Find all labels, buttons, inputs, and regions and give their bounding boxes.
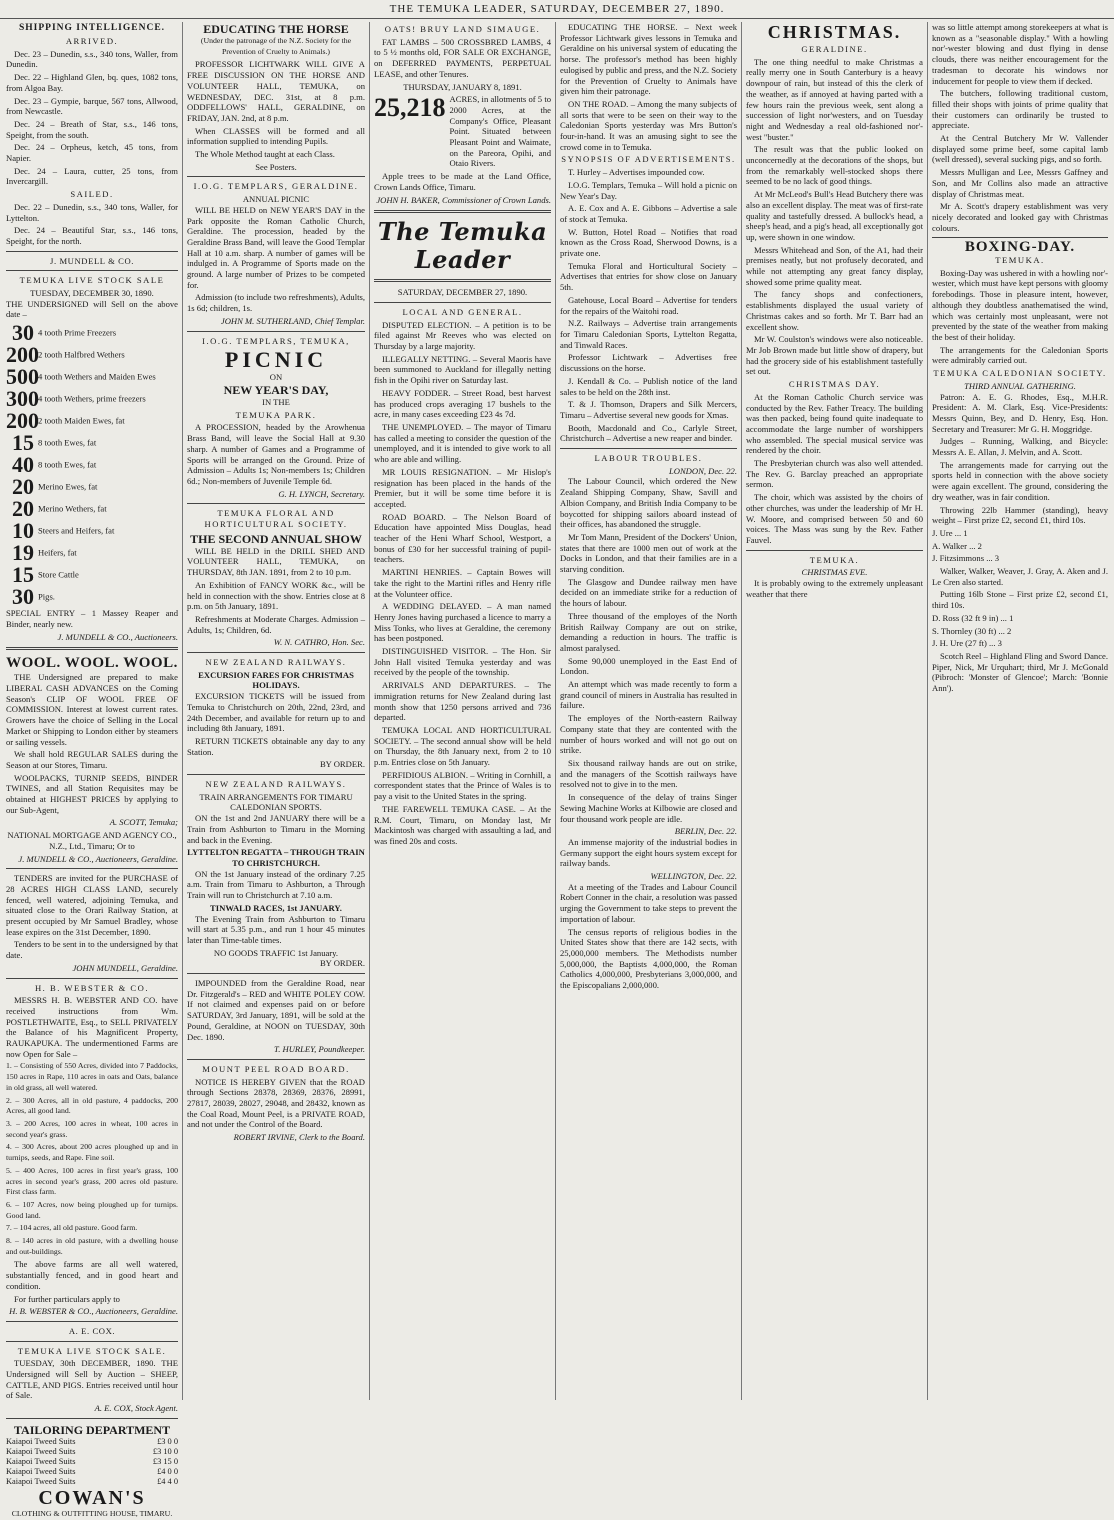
- local-heading: LOCAL AND GENERAL.: [402, 306, 523, 317]
- woolpacks-signature: A. SCOTT, Temuka;: [109, 817, 178, 828]
- oats-signature: JOHN H. BAKER, Commissioner of Crown Lands.: [376, 194, 551, 205]
- synopsis-para: W. Button, Hotel Road – Notifies that road known as the Cross Road, Sherwood Downs, is a private one.: [560, 226, 737, 259]
- stock-item: 20 Merino Wethers, fat: [12, 496, 107, 522]
- second-show-text-3: Refreshments at Moderate Charges. Admission – Adults, 1s; Children, 6d.: [187, 613, 365, 635]
- shipping-line: Dec. 22 – Highland Glen, bq. ques, 1082 tons, from Algoa Bay.: [6, 72, 178, 93]
- stock-list: [6, 322, 178, 608]
- webster-lot: 3. – 200 Acres, 100 acres in wheat, 100 acres in second year's grass.: [6, 1119, 178, 1139]
- impounded-text: IMPOUNDED from the Geraldine Road, near Dr. Fitzgerald's – RED and WHITE POLEY COW. If not claimed and expenses paid on or before SATURDAY, 3rd January, 1891, will be sold at the Pound, Geraldine, at NOON on TUESDAY, 30th Dec. 1890.: [187, 978, 365, 1042]
- picnic-place: TEMUKA PARK.: [235, 409, 317, 420]
- horse-continued: EDUCATING THE HORSE. – Next week Professor Lichtwark gives lessons in Temuka and Geraldine on his universal system of educating the horse. The professor's method has been highly eulogised by public and press, and the N.Z. Society for the Prevention of Cruelty to Animals have given him their patronage.: [560, 22, 737, 97]
- horse-heading: EDUCATING THE HORSE: [203, 22, 349, 36]
- tinwald-heading: TINWALD RACES, 1st JANUARY.: [210, 902, 342, 913]
- wool-text-2: We shall hold REGULAR SALES during the Season at our Stores, Timaru.: [6, 749, 178, 770]
- tenders-signature: JOHN MUNDELL, Geraldine.: [72, 962, 178, 973]
- result-line: D. Ross (32 ft 9 in) ... 1: [932, 612, 1014, 623]
- local-para: THE UNEMPLOYED. – The mayor of Timaru has called a meeting to consider the question of the unemployed, and it is intended to give work to all who are able and willing.: [374, 421, 551, 465]
- local-para: DISPUTED ELECTION. – A petition is to be filed against Mr Reeves who was elected on Thursday by a large majority.: [374, 319, 551, 352]
- christmas-para: Mr W. Coulston's windows were also noticeable. Mr Job Brown made but little show of drapery, but had the grocery side of his establishment tastefully set out.: [746, 334, 923, 377]
- picnic-in: IN THE: [262, 396, 290, 407]
- stock-item: 30 4 tooth Prime Freezers: [12, 320, 117, 346]
- oats-text-2: THURSDAY, JANUARY 8, 1891.: [403, 81, 522, 92]
- nzr-heading: NEW ZEALAND RAILWAYS.: [205, 657, 347, 668]
- stock-item: 40 8 tooth Ewes, fat: [12, 452, 97, 478]
- christmas-para: The fancy shops and confectioners, establishments displayed the usual variety of Christmas cakes and so forth. Mr T. Barr had an excellent show.: [746, 289, 923, 332]
- oats-heading: OATS! BRUY LAND SIMAUGE.: [384, 24, 541, 34]
- sailed-line: Dec. 24 – Beautiful Star, s.s., 146 tons, Speight, for the north.: [6, 225, 178, 246]
- result-line: J. H. Ure (27 ft) ... 3: [932, 638, 1002, 649]
- labour-para: The employes of the North-eastern Railway Company state that they are contented with the number of hours worked and will not go out on strike.: [560, 713, 737, 756]
- shipping-heading: SHIPPING INTELLIGENCE.: [18, 23, 166, 33]
- synopsis-para: Gatehouse, Local Board – Advertise for tenders for the repairs of the Waitohi road.: [560, 294, 737, 316]
- stock-item: 5004 tooth Wethers and Maiden Ewes: [6, 364, 156, 390]
- second-show-text: WILL BE HELD in the DRILL SHED AND VOLUNTEER HALL, TEMUKA, on THURSDAY, 8th JAN. 1891, from 2 to 10 p.m.: [187, 545, 365, 578]
- result-line: S. Thornley (30 ft) ... 2: [932, 625, 1012, 636]
- train-text: TRAIN ARRANGEMENTS FOR TIMARU CALEDONIAN SPORTS.: [199, 791, 353, 813]
- horse-text: PROFESSOR LICHTWARK WILL GIVE A FREE DISCUSSION ON THE HORSE AND VOLUNTEER HALL, TEMUKA, on WEDNESDAY, DEC. 31st, at 8 p.m. ODDFELLOWS' HALL, GERALDINE, on FRIDAY, JAN. 2nd, at 8 p.m.: [187, 59, 365, 123]
- acres-block: [374, 94, 551, 169]
- picnic-word: PICNIC: [224, 347, 328, 373]
- second-show-text-2: An Exhibition of FANCY WORK &c., will be held in connection with the show. Entries close at 8 p.m. on 5th January, 1891.: [187, 579, 365, 612]
- picnic-text: A PROCESSION, headed by the Arowhenua Brass Band, will leave the Social Hall at 9.30 sharp. A number of Games and a Programme of Sports will be arranged on the Ground. Prize of Admission – Adults 1s; Non-members 1s; Children 6d.; Non-members of Juvenile Temple 6d.: [187, 422, 365, 486]
- cox-text: TUESDAY, 30th DECEMBER, 1890. THE Undersigned will Sell by Auction – SHEEP, CATTLE, AND PIGS. Entries received until hour of Sale.: [6, 1358, 178, 1401]
- col6-para: Mr A. Scott's drapery establishment was very nicely decorated and looked gay with Christmas colours.: [932, 201, 1108, 233]
- webster-signature: H. B. WEBSTER & CO., Auctioneers, Geraldine.: [9, 1306, 178, 1317]
- labour-para: In consequence of the delay of trains Singer Sewing Machine Works at Kilbowie are closed and four thousand work people are idle.: [560, 792, 737, 824]
- col6-para: At the Central Butchery Mr W. Vallender displayed some prime beef, some capital lamb (well dressed), several sucking pigs, and so forth.: [932, 133, 1108, 165]
- lyttelton-heading: LYTTELTON REGATTA – THROUGH TRAIN TO CHRISTCHURCH.: [187, 847, 365, 868]
- iogt-text: WILL BE HELD on NEW YEAR'S DAY in the Park opposite the Roman Catholic Church, Geraldine. The procession, headed by the Geraldine Brass Band, will leave the Good Templar Hall at 10 a.m. sharp. A number of games will be indulged in. A Programme of Sports made on the ground. A large number of Prizes to be competed for.: [187, 204, 365, 290]
- labour-para: Three thousand of the employes of the North British Railway Company are out on strike, demanding a reduction in hours. The traffic is almost paralysed.: [560, 610, 737, 653]
- christmas-para: At Mr McLeod's Bull's Head Butchery there was also an excellent display. The meat was of first-rate quality and tastefully dressed. A bullock's head, a sheep's head, and a pig's head, all exceptionally got up, were shown in one window.: [746, 189, 923, 242]
- mtpeel-heading: MOUNT PEEL ROAD BOARD.: [202, 1063, 350, 1074]
- stock-item: 3004 tooth Wethers, prime freezers: [6, 386, 146, 412]
- wellington-text: At a meeting of the Trades and Labour Council Robert Conner in the chair, a resolution was passed urging the Government to take steps to prevent the importation of labour.: [560, 881, 737, 924]
- stock-item: 2002 tooth Halfbred Wethers: [6, 342, 125, 368]
- col6-text: was so little attempt among storekeepers at what is known as a "seasonable display." With a howling nor'-wester blowing and dust flying in dense clouds, there was neither encouragement for the tradesman to decorate his windows nor inducement for people to view them if decked.: [932, 22, 1108, 86]
- second-show-heading: THE SECOND ANNUAL SHOW: [190, 531, 362, 546]
- acres-text: ACRES, in allotments of 5 to 2000 Acres, at the Company's Office, Pleasant Point. Situated between Pleasant Point and Waimate, on the Pareora, Opihi, and Otaio Rivers.: [449, 94, 551, 169]
- boxing-place: TEMUKA.: [995, 255, 1045, 266]
- synopsis-para: T. Hurley – Advertises impounded cow.: [568, 167, 705, 178]
- column-6: [927, 22, 1112, 1400]
- labour-para: Mr Tom Mann, President of the Dockers' Union, states that there are 1000 men out of work at the Docks in London, and that their families are in a starving condition.: [560, 531, 737, 575]
- webster-text-3: For further particulars apply to: [14, 1293, 120, 1304]
- stock-sale-heading: TEMUKA LIVE STOCK SALE: [19, 275, 165, 286]
- column-4: [555, 22, 741, 1400]
- stock-sale-date: TUESDAY, DECEMBER 30, 1890.: [30, 288, 154, 299]
- stock-item: 15 8 tooth Ewes, fat: [12, 430, 97, 456]
- synopsis-para: N.Z. Railways – Advertise train arrangements for Timaru Caledonian Sports, Lyttelton Regatta, and Tinwald Races.: [560, 318, 737, 350]
- acres-number: 25,218: [374, 93, 446, 123]
- oats-text-3: Apple trees to be made at the Land Office, Crown Lands Office, Timaru.: [374, 171, 551, 192]
- shipping-line: Dec. 23 – Dunedin, s.s., 340 tons, Waller, from Dunedin.: [6, 48, 178, 70]
- col6-para: Messrs Mulligan and Lee, Messrs Gaffney and Son, and Mr Collins also made an attractive display of Christmas meat.: [932, 167, 1108, 199]
- tailoring-item: Kaiapoi Tweed Suits £3 0 0: [6, 1436, 178, 1446]
- caledonian-text-3: The arrangements made for carrying out the sports held in connection with the above society were again excellent. The ground, considering the dry weather, was in fair condition.: [932, 459, 1108, 502]
- local-para: HEAVY FODDER. – Street Road, best harvest has produced crops averaging 17 bushels to the acre, in many cases exceeding £23 4s 7d.: [374, 387, 551, 420]
- tenders-text: TENDERS are invited for the PURCHASE of 28 ACRES HIGH CLASS LAND, securely fenced, well watered, adjoining Temuka, and situated close to the Orari Railway Station, at present occupied by Mr Samuel Bradley, whose lease expires on the 31st December, 1890.: [6, 873, 178, 937]
- local-para: ARRIVALS AND DEPARTURES. – The immigration returns for New Zealand during last month show that 1250 persons arrived and 736 departed.: [374, 680, 551, 723]
- boxing-heading: BOXING-DAY.: [964, 239, 1076, 256]
- cowan-sub: CLOTHING & OUTFITTING HOUSE, TIMARU.: [11, 1508, 173, 1518]
- synopsis-para: Booth, Macdonald and Co., Carlyle Street, Christchurch – Advertise a new reaper and binder.: [560, 422, 737, 444]
- labour-heading: LABOUR TROUBLES.: [594, 453, 703, 464]
- labour-para: The Glasgow and Dundee railway men have decided on an immediate strike for a reduction of the hours of labour.: [560, 576, 737, 609]
- iogt-signature: JOHN M. SUTHERLAND, Chief Templar.: [220, 315, 365, 326]
- local-para: A WEDDING DELAYED. – A man named Henry Jones having purchased a licence to marry a Miss Tonks, who lives at Geraldine, the ceremony has been postponed.: [374, 601, 551, 644]
- goods-signature: BY ORDER.: [319, 958, 365, 969]
- column-5: [741, 22, 927, 1400]
- webster-lot: 8. – 140 acres in old pasture, with a dwelling house and out-buildings.: [6, 1236, 178, 1256]
- tailoring-item: Kaiapoi Tweed Suits £4 0 0: [6, 1466, 178, 1476]
- mundell-signature: J. MUNDELL & CO.: [50, 255, 134, 266]
- berlin-text: An immense majority of the industrial bodies in Germany support the eight hours system except for railway bands.: [560, 836, 737, 869]
- horse-text-3: The Whole Method taught at each Class.: [195, 149, 335, 160]
- shipping-line: Dec. 23 – Gympie, barque, 567 tons, Allwood, from Newcastle.: [6, 95, 178, 117]
- christmas-para: The one thing needful to make Christmas a really merry one in South Canterbury is a heavy downpour of rain, but instead of this the clerk of the weather, as if annoyed at having parted with a few hours rain the previous week, sent along a succession of light nor'westers, and on Tuesday night and Wednesday a real old-fashioned nor'-west "buster.": [746, 56, 923, 142]
- berlin-dateline: BERLIN, Dec. 22.: [674, 826, 737, 837]
- wellington-dateline: WELLINGTON, Dec. 22.: [650, 871, 737, 882]
- shipping-line: Dec. 24 – Breath of Star, s.s., 146 tons, Speight, from the south.: [6, 118, 178, 140]
- picnic-day: NEW YEAR'S DAY,: [223, 382, 329, 397]
- cox-sale-heading: TEMUKA LIVE STOCK SALE.: [17, 1345, 167, 1356]
- local-para: ILLEGALLY NETTING. – Several Maoris have been summoned to Auckland for illegally netting fish in the Opihi river on Saturday last.: [374, 353, 551, 386]
- shipping-line: Dec. 24 – Orpheus, ketch, 45 tons, from Napier.: [6, 142, 178, 164]
- train-heading: NEW ZEALAND RAILWAYS.: [205, 779, 347, 790]
- stock-item: 19 Heifers, fat: [12, 540, 77, 566]
- stock-item: 20 Merino Ewes, fat: [12, 474, 98, 500]
- labour-para: Six thousand railway hands are out on strike, and the managers of the Scottish railways have resolved not to give in to the men.: [560, 758, 737, 790]
- stock-signature: J. MUNDELL & CO., Auctioneers.: [57, 631, 178, 642]
- train-text-2: ON the 1st and 2nd JANUARY there will be a Train from Ashburton to Timaru in the Morning and back in the Evening.: [187, 813, 365, 845]
- local-para: PERFIDIOUS ALBION. – Writing in Cornhill, a correspondent states that the Prince of Wales is to pay a visit to the United States in the spring.: [374, 769, 551, 802]
- boxing-text: Boxing-Day was ushered in with a howling nor'-wester, which must have kept persons with gloomy forebodings. Those in pleasure intent, however, although they doubtless anathematised the wind, which was certainly most unpleasant, were not prevented by the state of the weather from making the best of their holiday.: [932, 267, 1108, 342]
- tailoring-heading: TAILORING DEPARTMENT: [13, 1422, 171, 1437]
- caledonian-text: Patron: A. E. G. Rhodes, Esq., M.H.R. President: A. M. Clark, Esq. Vice-Presidents: Messrs Quinn, Bey, and D. Henry, Esq. Hon. Secretary and Treasurer: Mr G. H. Moggridge.: [932, 391, 1108, 434]
- stock-intro: THE UNDERSIGNED will Sell on the above date –: [6, 298, 178, 320]
- stock-special: SPECIAL ENTRY – 1 Massey Reaper and Binder, nearly new.: [6, 608, 178, 629]
- excursion-text: EXCURSION TICKETS will be issued from Temuka to Christchurch on 20th, 22nd, 23rd, and 24th December, and available for return up to and including 8th January, 1891.: [187, 691, 365, 734]
- christmas-para: The result was that the public looked on unconcernedly at the decorations of the shops, but from the remarkably well-stocked shops there seemed to be no lack of good things.: [746, 144, 923, 187]
- webster-lot: 6. – 107 Acres, now being ploughed up for turnips. Good land.: [6, 1199, 178, 1220]
- lyttelton-text: ON the 1st January instead of the ordinary 7.25 a.m. Train from Timaru to Ashburton, a Through Train will run to Christchurch at 7.10 a.m.: [187, 868, 365, 901]
- road-para: ON THE ROAD. – Among the many subjects of all sorts that were to be seen on their way to the Caledonian Sports yesterday was Mrs Button's four-in-hand. It was an amusing sight to see the crowd come in to Temuka.: [560, 98, 737, 152]
- impounded-signature: T. HURLEY, Poundkeeper.: [274, 1044, 365, 1055]
- caledonian-text-2: Judges – Running, Walking, and Bicycle: Messrs A. E. Allan, J. Melvin, and A. Scott.: [932, 436, 1108, 458]
- masthead: THE TEMUKA LEADER, SATURDAY, DECEMBER 27, 1890.: [0, 0, 1114, 19]
- labour-para: Some 90,000 unemployed in the East End of London.: [560, 655, 737, 677]
- sailed-line: Dec. 22 – Dunedin, s.s., 340 tons, Waller, for Lyttelton.: [6, 201, 178, 223]
- webster-lot: 5. – 400 Acres, 100 acres in first year's grass, 100 acres in second year's grass, 200 acres old pasture. First class farm.: [6, 1165, 178, 1197]
- cox-heading: A. E. COX.: [68, 1325, 116, 1336]
- caledonian-text-4: Throwing 22lb Hammer (standing), heavy weight – First prize £2, second £1, third 10s.: [932, 504, 1108, 526]
- christmas-heading: CHRISTMAS.: [767, 22, 902, 42]
- synopsis-para: Temuka Floral and Horticultural Society – Advertises that entries for show close on January 5th.: [560, 260, 737, 293]
- christmas-day-text: At the Roman Catholic Church service was conducted by the Rev. Father Treacy. The building was then packed, being found quite inadequate to accommodate the large number of worshippers who assembled. The special musical service was rendered by the choir.: [746, 391, 923, 456]
- column-2: [182, 22, 369, 1400]
- temuka-heading: TEMUKA.: [809, 554, 860, 565]
- mtpeel-text: NOTICE IS HEREBY GIVEN that the ROAD through Sections 28378, 28369, 28376, 28991, 27817, 28039, 28027, 29048, and 28432, known as the Coal Road, Mount Peel, is a PRIVATE ROAD, and not under the Control of the Board.: [187, 1076, 365, 1130]
- iogt-heading: I.O.G. TEMPLARS, GERALDINE.: [193, 181, 359, 192]
- stock-item: 15 Store Cattle: [12, 562, 79, 588]
- horse-signature: See Posters.: [255, 161, 297, 172]
- return-signature: BY ORDER.: [319, 759, 365, 770]
- goods-heading: NO GOODS TRAFFIC 1st January.: [213, 947, 339, 958]
- horse-sub: (Under the patronage of the N.Z. Society for the Prevention of Cruelty to Animals.): [200, 36, 352, 56]
- iogt-text-2: Admission (to include two refreshments), Adults, 1s 6d; children, 1s.: [187, 292, 365, 314]
- shipping-sailed: SAILED.: [70, 189, 114, 200]
- local-para: DISTINGUISHED VISITOR. – The Hon. Sir John Hall visited Temuka yesterday and was received by the people of the township.: [374, 646, 551, 678]
- iogt-sub: ANNUAL PICNIC: [242, 194, 310, 205]
- caledonian-text-5: Walker, Walker, Weaver, J. Gray, A. Aken and J. Le Cren also started.: [932, 566, 1108, 587]
- mtpeel-signature: ROBERT IRVINE, Clerk to the Board.: [233, 1132, 365, 1143]
- boxing-text-2: The arrangements for the Caledonian Sports were admirably carried out.: [932, 344, 1108, 366]
- oats-text: FAT LAMBS – 500 CROSSBRED LAMBS, 4 to 5 ½ months old, FOR SALE OR EXCHANGE, on DEFERRED PAYMENTS, PERPETUAL LEASE, and other Tenures.: [374, 36, 551, 79]
- local-para: MARTINI HENRIES. – Captain Bowes will take the right to the Martini rifles and Henry rifle at the Volunteer office.: [374, 567, 551, 599]
- leader-title: The Temuka Leader: [377, 217, 548, 275]
- christmas-para: Messrs Whitehead and Son, of the A1, had their premises neatly, but not profusely decorated, and while not attempting any great fancy display, showed some prime quality meat.: [746, 244, 923, 287]
- result-line: J. Fitzsimmons ... 3: [932, 553, 1000, 564]
- stock-item: 10 Steers and Heifers, fat: [12, 518, 115, 544]
- nma-text: NATIONAL MORTGAGE AND AGENCY CO., N.Z., Ltd., Timaru; Or to: [7, 830, 177, 851]
- floral-heading: TEMUKA FLORAL AND HORTICULTURAL SOCIETY.: [204, 508, 348, 530]
- local-para: MR LOUIS RESIGNATION. – Mr Hislop's resignation has been placed in the hands of the Premier, but it will be some time before it is accepted.: [374, 466, 551, 509]
- labour-para: The Labour Council, which ordered the New Zealand Shipping Company, Shaw, Savill and Albion Company, and British India Company to be boycotted for shipping sailors aboard instead of their offices, has abandoned the struggle.: [560, 476, 737, 530]
- wool-text: THE Undersigned are prepared to make LIBERAL CASH ADVANCES on the Coming Season's CLIP OF WOOL FREE OF COMMISSION. Interest at lowest current rates. Growers have the choice of Selling in the Local Market or Shipping to London either by steamers or sailing vessels.: [6, 672, 178, 747]
- synopsis-para: A. E. Cox and A. E. Gibbons – Advertise a sale of stock at Temuka.: [560, 203, 737, 224]
- labour-dateline: LONDON, Dec. 22.: [668, 465, 737, 476]
- census-text: The census reports of religious bodies in the United States show that there are 142 sects, with 25,000,000 members. The Methodists number 5,000,000, the Baptists 4,000,000, the Roman Catholics 4,000,000, Presbyterians 3,000,000, and the Episcopalians 2,000,000.: [560, 926, 737, 991]
- christmas-place: GERALDINE.: [801, 44, 868, 54]
- local-para: THE FAREWELL TEMUKA CASE. – At the R.M. Court, Timaru, on Monday last, Mr Mackintosh was charged with assaulting a lad, and was fined 20s and costs.: [374, 803, 551, 846]
- caledonian-sub: THIRD ANNUAL GATHERING.: [964, 380, 1076, 391]
- col6-para: The butchers, following traditional custom, filled their shops with joints of prime quality that their customers can ordinarily be trusted to appreciate.: [932, 88, 1108, 131]
- synopsis-para: J. Kendall & Co. – Publish notice of the land sales to be held on the 28th inst.: [560, 375, 737, 397]
- webster-heading: H. B. WEBSTER & CO.: [34, 982, 150, 993]
- temuka-sub: CHRISTMAS EVE.: [801, 567, 868, 578]
- synopsis-para: Professor Lichtwark – Advertises free discussions on the horse.: [560, 352, 737, 374]
- tailoring-item: Kaiapoi Tweed Suits £3 15 0: [6, 1456, 178, 1466]
- local-para: TEMUKA LOCAL AND HORTICULTURAL SOCIETY. – The second annual show will be held on Thursday, the 8th January next, from 2 to 10 p.m. Entries close on 5th January.: [374, 724, 551, 768]
- caledonian-heading: TEMUKA CALEDONIAN SOCIETY.: [933, 368, 1107, 379]
- result-line: A. Walker ... 2: [932, 540, 982, 551]
- stock-item: 2002 tooth Maiden Ewes, fat: [6, 408, 125, 434]
- webster-text: MESSRS H. B. WEBSTER AND CO. have received instructions from Wm. POSTLETHWAITE, Esq., to SELL PRIVATELY the Balance of his Magnificent Property, RAUKAPUKA. The undermentioned Farms are now Open for Sale –: [6, 995, 178, 1059]
- tinwald-text: The Evening Train from Ashburton to Timaru will start at 5.35 p.m., and run 1 hour 45 minutes later than Time-table times.: [187, 913, 365, 945]
- column-3: [369, 22, 555, 1400]
- christmas-day-text-2: The Presbyterian church was also well attended. The Rev. G. Barclay preached an appropriate sermon.: [746, 458, 923, 490]
- picnic-on: ON: [269, 372, 283, 383]
- christmas-day-heading: CHRISTMAS DAY.: [788, 379, 881, 390]
- caledonian-text-7: Scotch Reel – Highland Fling and Sword Dance. Piper, Nick, Mr Urquhart; third, Mr J. McGonald (Pibroch: 'Monster of Glencoe'; March: 'Bonnie Ann').: [932, 650, 1108, 694]
- nma-signature: J. MUNDELL & CO., Auctioneers, Geraldine.: [18, 853, 178, 864]
- temuka-iogt-heading: I.O.G. TEMPLARS, TEMUKA,: [202, 335, 350, 346]
- leader-date: SATURDAY, DECEMBER 27, 1890.: [397, 287, 528, 298]
- shipping-arrived: ARRIVED.: [65, 36, 119, 46]
- webster-lot: 4. – 300 Acres, about 200 acres ploughed up and in turnips, seeds, and Rape. Fine soil.: [6, 1142, 178, 1163]
- tailoring-item: Kaiapoi Tweed Suits £3 10 0: [6, 1446, 178, 1456]
- tailoring-list: [6, 1437, 178, 1487]
- synopsis-heading: SYNOPSIS OF ADVERTISEMENTS.: [561, 154, 736, 165]
- tenders-text-2: Tenders to be sent in to the undersigned by that date.: [6, 939, 178, 961]
- excursion-heading: EXCURSION FARES FOR CHRISTMAS HOLIDAYS.: [198, 669, 354, 691]
- synopsis-para: I.O.G. Templars, Temuka – Will hold a picnic on New Year's Day.: [560, 179, 737, 201]
- temuka-text: It is probably owing to the extremely unpleasant weather that there: [746, 578, 923, 599]
- webster-lot: 1. – Consisting of 550 Acres, divided into 7 Paddocks, 150 acres in Rape, 110 acres in oats and Oats, balance in old grass, all well watered.: [6, 1061, 178, 1092]
- labour-para: An attempt which was made recently to form a grand council of miners in Australia has resulted in failure.: [560, 679, 737, 711]
- return-text: RETURN TICKETS obtainable any day to any Station.: [187, 735, 365, 757]
- column-1: [2, 22, 182, 1518]
- second-show-signature: W. N. CATHRO, Hon. Sec.: [273, 637, 365, 648]
- woolpacks-text: WOOLPACKS, TURNIP SEEDS, BINDER TWINES, and all Station Requisites may be obtained at HIGHEST PRICES by applying to our Sub-Agent,: [6, 772, 178, 815]
- horse-text-2: When CLASSES will be formed and all information supplied to intending Pupils.: [187, 125, 365, 147]
- webster-lot: 7. – 104 acres, all old pasture. Good farm.: [6, 1223, 138, 1233]
- result-line: J. Ure ... 1: [932, 527, 968, 538]
- wool-heading: WOOL. WOOL. WOOL.: [6, 655, 178, 672]
- stock-item: 30 Pigs.: [12, 584, 55, 610]
- synopsis-para: T. & J. Thomson, Drapers and Silk Mercers, Timaru – Advertise several new goods for Xmas.: [560, 399, 737, 420]
- shipping-line: Dec. 24 – Laura, cutter, 25 tons, from Invercargill.: [6, 165, 178, 187]
- local-para: ROAD BOARD. – The Nelson Board of Education have appointed Miss Douglas, head teacher of the Heni Wharf School, Westport, a bonus of £30 for her successful training of pupil-teachers.: [374, 511, 551, 565]
- christmas-day-text-3: The choir, which was assisted by the choirs of other churches, was under the leadership of Mr H. W. Moore, and comprised between 50 and 60 voices. The Mass was sung by the Rev. Father Fauvel.: [746, 492, 923, 545]
- cowan-name: COWAN'S: [38, 1486, 146, 1509]
- picnic-signature: G. H. LYNCH, Secretary.: [278, 488, 365, 499]
- cox-signature: A. E. COX, Stock Agent.: [94, 1403, 178, 1414]
- caledonian-text-6: Putting 16lb Stone – First prize £2, second £1, third 10s.: [932, 589, 1108, 611]
- webster-text-2: The above farms are all well watered, substantially fenced, and in good heart and condition.: [6, 1259, 178, 1291]
- webster-lot: 2. – 300 Acres, all in old pasture, 4 paddocks, 200 Acres, all good land.: [6, 1095, 178, 1116]
- tailoring-item: Kaiapoi Tweed Suits £4 4 0: [6, 1476, 178, 1486]
